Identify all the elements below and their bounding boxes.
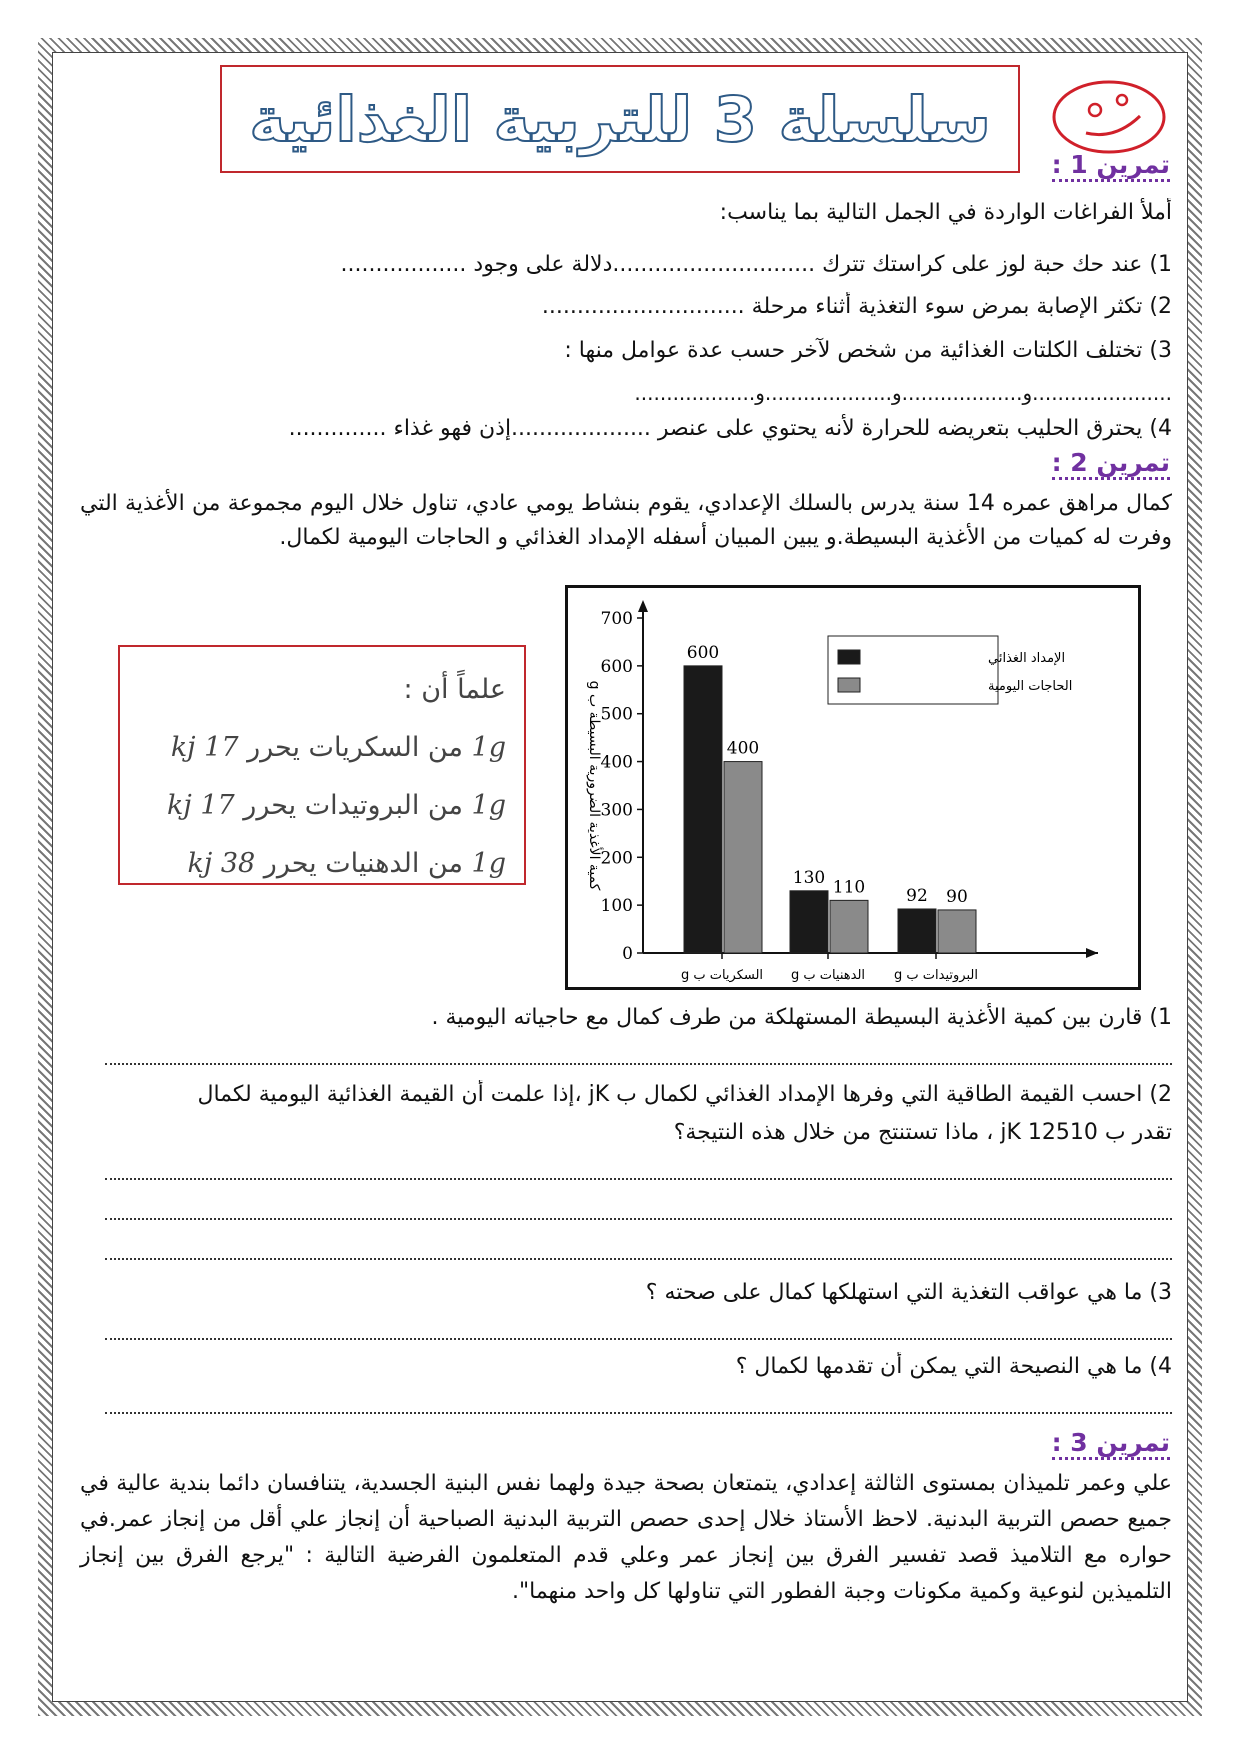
y-tick-label: 600	[600, 656, 633, 677]
bar-value-label: 110	[832, 877, 866, 898]
ex2-q1: 1) قارن بين كمية الأغذية البسيطة المستهلكة من طرف كمال مع حاجياته اليومية .	[431, 1005, 1172, 1030]
answer-line	[105, 1178, 1172, 1180]
page-title: سلسلة 3 للتربية الغذائية	[249, 82, 991, 156]
ex2-q2b: تقدر ب 12510 jK ، ماذا تستنتج من خلال هذه النتيجة؟	[673, 1120, 1172, 1145]
info-line-fats: 1g من الدهنيات يحرر 38 kj	[187, 848, 506, 879]
bar-value-label: 130	[792, 867, 826, 888]
y-axis-label: كمية الأغذية الضرورية البسيطة ب g	[586, 680, 602, 891]
chart-svg	[568, 588, 1138, 987]
y-tick-label: 700	[600, 609, 633, 629]
info-line-proteins: 1g من البروتيدات يحرر 17 kj	[167, 790, 506, 821]
ex2-q2a: 2) احسب القيمة الطاقية التي وفرها الإمداد الغذائي لكمال ب jK ،إذا علمت أن القيمة الغذائية اليومية لكمال	[197, 1082, 1172, 1107]
ex1-heading: تمرين 1 :	[1052, 150, 1170, 179]
legend-swatch	[838, 678, 860, 692]
y-tick-label: 300	[600, 800, 633, 821]
y-tick-label: 500	[600, 704, 633, 725]
y-tick-label: 400	[600, 752, 633, 773]
bar-value-label: 600	[686, 642, 720, 663]
y-tick-label: 0	[622, 944, 633, 964]
x-axis-arrow	[1086, 948, 1098, 958]
answer-line	[105, 1412, 1172, 1414]
nutrition-chart	[565, 585, 1141, 990]
bar	[684, 666, 722, 953]
ex1-q3: 3) تختلف الكلتات الغذائية من شخص لآخر حسب عدة عوامل منها :	[564, 338, 1172, 363]
legend-swatch	[838, 650, 860, 664]
ex1-q1: 1) عند حك حبة لوز على كراستك تترك .............................دلالة على وجود ..................	[340, 252, 1172, 277]
ex2-q4: 4) ما هي النصيحة التي يمكن أن تقدمها لكمال ؟	[735, 1354, 1172, 1379]
ex3-text: علي وعمر تلميذان بمستوى الثالثة إعدادي، يتمتعان بصحة جيدة ولهما نفس البنية الجسدية، يتنافسان دائما بندية عالية في جميع حصص التربية البدنية. لاحظ الأستاذ خلال إحدى حصص التربية البدنية الصباحية أن إنجاز علي أقل من إنجاز عمر.في حواره مع التلاميذ قصد تفسير الفرق بين إنجاز عمر وعلي قدم المتعلمون الفرضية التالية : "يرجع الفرق بين إنجاز التلميذين لنوعية وكمية مكونات وجبة الفطور التي تناولها كل واحد منهما".	[80, 1471, 1172, 1604]
ex1-q4: 4) يحترق الحليب بتعريضه للحرارة لأنه يحتوي على عنصر ....................إذن فهو غذاء ..............	[288, 416, 1172, 441]
bar-value-label: 92	[906, 885, 928, 906]
y-tick-label: 100	[600, 896, 633, 917]
ex2-q3: 3) ما هي عواقب التغذية التي استهلكها كمال على صحته ؟	[645, 1280, 1172, 1305]
ex3-heading: تمرين 3 :	[1052, 1428, 1170, 1457]
answer-line	[105, 1063, 1172, 1065]
answer-line	[105, 1218, 1172, 1220]
ex1-q2: 2) تكثر الإصابة بمرض سوء التغذية أثناء مرحلة .............................	[541, 294, 1172, 319]
legend-label: الإمداد الغذائي	[988, 651, 1066, 666]
legend-box	[828, 636, 998, 704]
ex1-instruction: أملأ الفراغات الواردة في الجمل التالية بما يناسب:	[719, 200, 1172, 225]
ex2-heading: تمرين 2 :	[1052, 448, 1170, 477]
smiley-icon	[1050, 78, 1168, 156]
legend-label: الحاجات اليومية	[988, 679, 1073, 694]
bar	[724, 762, 762, 953]
y-axis-arrow	[638, 600, 648, 612]
info-lead: علماً أن :	[403, 674, 506, 705]
x-tick-label: الدهنيات ب g	[790, 968, 866, 983]
title-box	[220, 65, 1020, 173]
info-line-sugars: 1g من السكريات يحرر 17 kj	[170, 732, 506, 763]
ex2-intro: كمال مراهق عمره 14 سنة يدرس بالسلك الإعدادي، يقوم بنشاط يومي عادي، تناول خلال اليوم مجموعة من الأغذية التي وفرت له كميات من الأغذية البسيطة.و يبين المبيان أسفله الإمداد الغذائي و الحاجات اليومية لكمال.	[80, 491, 1172, 550]
bar	[898, 909, 936, 953]
answer-line	[105, 1258, 1172, 1260]
bar-value-label: 90	[946, 886, 968, 907]
x-tick-label: السكريات ب g	[680, 968, 764, 983]
bar	[790, 891, 828, 953]
bar	[830, 900, 868, 953]
x-tick-label: البروتيدات ب g	[894, 968, 978, 983]
answer-line	[105, 1338, 1172, 1340]
bar	[938, 910, 976, 953]
ex1-q3-blanks: ......................و...................و....................و...................	[634, 381, 1172, 405]
info-box	[118, 645, 526, 885]
y-tick-label: 200	[600, 848, 633, 869]
bar-value-label: 400	[726, 738, 760, 759]
